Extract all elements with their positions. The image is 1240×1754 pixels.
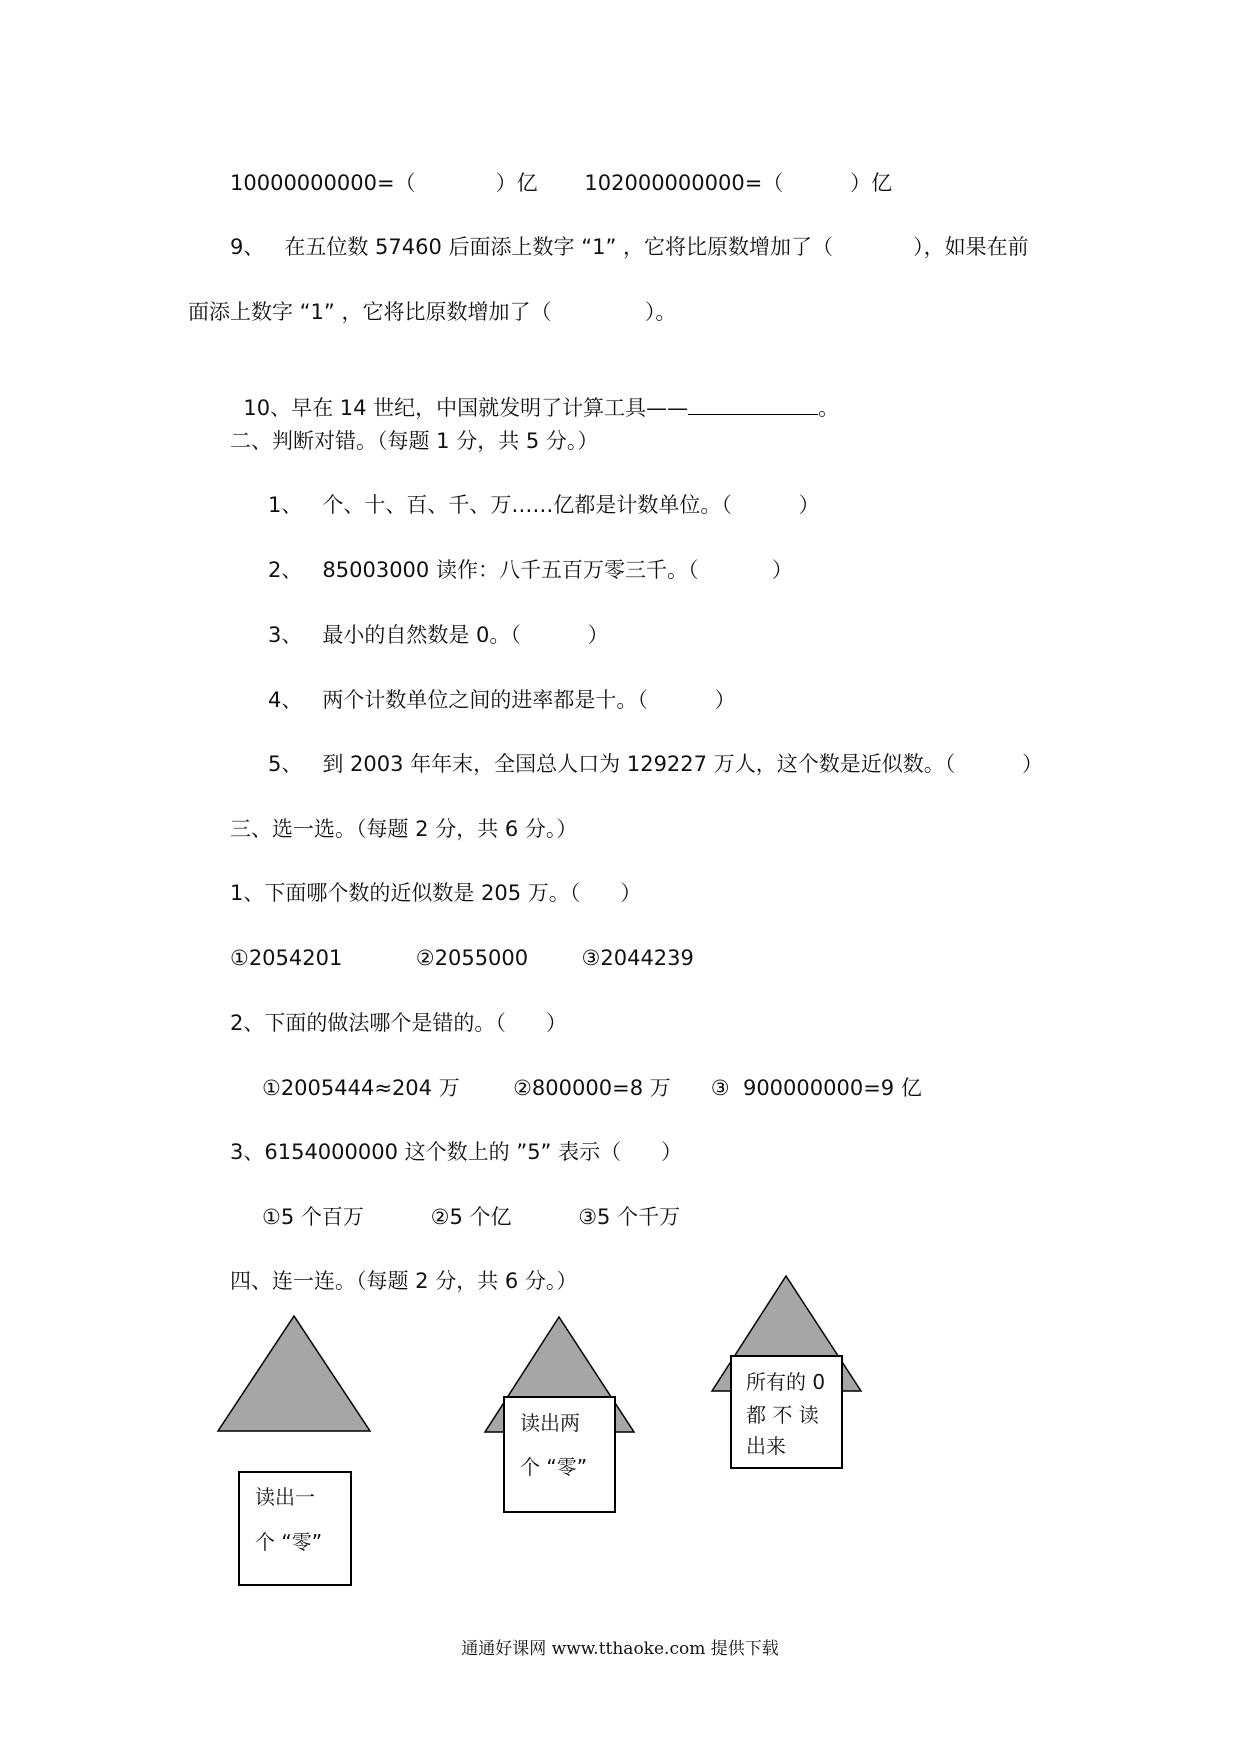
choice-q1-options: ①2054201 ②2055000 ③2044239: [230, 946, 694, 970]
q10-text: 10、早在 14 世纪，中国就发明了计算工具——: [243, 396, 689, 420]
box-1-label-line-2: 个 “零”: [255, 1530, 323, 1554]
box-3-label-line-1: 所有的 0: [746, 1370, 826, 1394]
box-1-label-line-1: 读出一: [255, 1485, 315, 1509]
box-2-label-line-1: 读出两: [520, 1411, 580, 1435]
box-3-label-line-3: 出来: [746, 1434, 786, 1458]
box-3-label-line-2: 都 不 读: [746, 1403, 819, 1427]
q8-conversion-line: 10000000000=（ ）亿 102000000000=（ ）亿: [230, 171, 893, 195]
roof-1: [218, 1316, 370, 1431]
judge-item-2: 2、 85003000 读作：八千五百万零三千。（ ）: [268, 558, 793, 582]
choice-q2-options: ①2005444≈204 万 ②800000=8 万 ③ 900000000=9 亿: [262, 1076, 922, 1100]
judge-item-1: 1、 个、十、百、千、万……亿都是计数单位。（ ）: [268, 493, 820, 517]
judge-item-3: 3、 最小的自然数是 0。（ ）: [268, 623, 609, 647]
section-2-heading: 二、判断对错。（每题 1 分，共 5 分。）: [230, 429, 599, 453]
section-4-heading: 四、连一连。（每题 2 分，共 6 分。）: [230, 1269, 578, 1293]
choice-q3-options: ①5 个百万 ②5 个亿 ③5 个千万: [262, 1205, 681, 1229]
judge-item-5: 5、 到 2003 年年末，全国总人口为 129227 万人，这个数是近似数。（ ）: [268, 752, 1043, 776]
q9-line-1: 9、 在五位数 57460 后面添上数字 “1” ，它将比原数增加了（ ），如果在前: [230, 235, 1029, 259]
section-3-heading: 三、选一选。（每题 2 分，共 6 分。）: [230, 817, 578, 841]
choice-q1: 1、下面哪个数的近似数是 205 万。（ ）: [230, 881, 642, 905]
judge-item-4: 4、 两个计数单位之间的进率都是十。（ ）: [268, 688, 736, 712]
q10-end: 。: [818, 396, 840, 420]
choice-q2: 2、下面的做法哪个是错的。（ ）: [230, 1011, 567, 1035]
box-2-label-line-2: 个 “零”: [520, 1455, 588, 1479]
choice-q3: 3、6154000000 这个数上的 ”5” 表示（ ）: [230, 1140, 683, 1164]
q9-line-2: 面添上数字 “1” ，它将比原数增加了（ ）。: [188, 300, 677, 324]
page-footer[interactable]: 通通好课网 www.tthaoke.com 提供下载: [461, 1639, 779, 1659]
